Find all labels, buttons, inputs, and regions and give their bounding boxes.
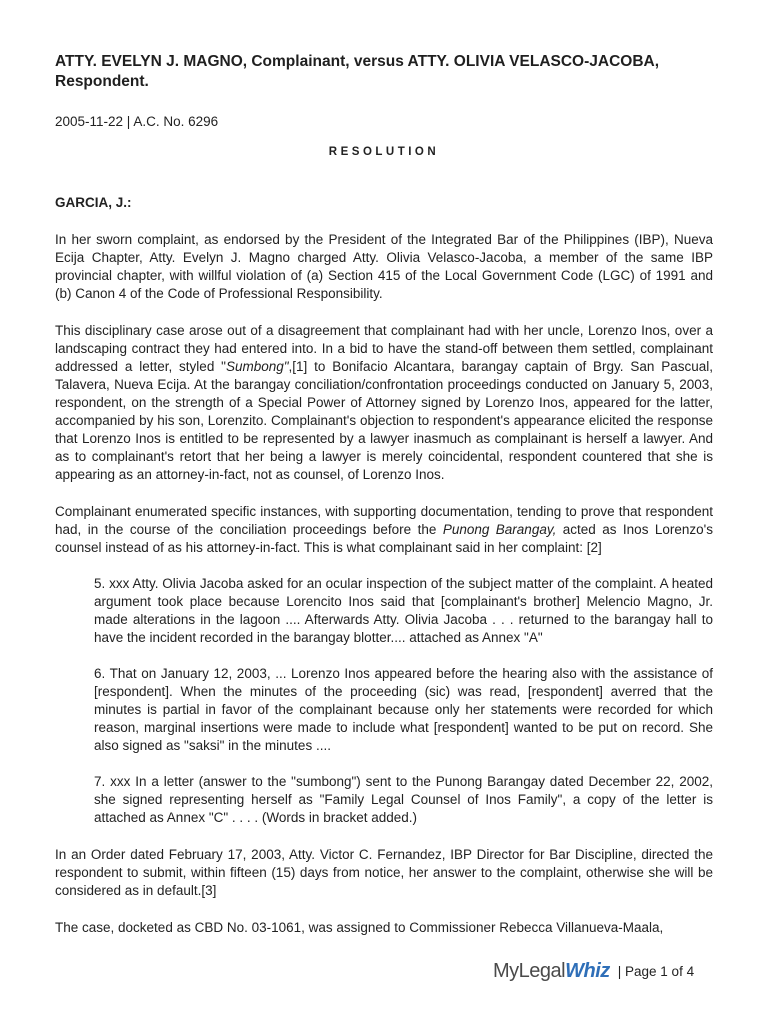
paragraph-2-italic: Sumbong"	[225, 359, 289, 374]
page-number: | Page 1 of 4	[617, 964, 695, 979]
resolution-heading: RESOLUTION	[328, 146, 440, 158]
document-page	[55, 52, 713, 937]
case-meta: 2005-11-22 | A.C. No. 6296	[55, 114, 219, 129]
quote-item-7: 7. xxx In a letter (answer to the "sumbong") sent to the Punong Barangay dated December 22, 2002, she signed representing herself as "Family Legal Counsel of Inos Family", a copy of the letter is attached as Annex "C" . . . . (Words in bracket added.)	[94, 774, 713, 825]
block-quote	[94, 575, 713, 827]
paragraph-3	[55, 503, 713, 557]
quote-item-5: 5. xxx Atty. Olivia Jacoba asked for an ocular inspection of the subject matter of the complaint. A heated argument took place because Lorencito Inos said that [complainant's brother] Melencio Magno, Jr. made alterations in the lagoon .... Afterwards Atty. Olivia Jacoba . . . returned to the barangay hall to have the incident recorded in the barangay blotter.... attached as Annex "A"	[94, 576, 713, 645]
page-footer	[493, 960, 694, 983]
paragraph-2	[55, 322, 713, 484]
paragraph-1: In her sworn complaint, as endorsed by the President of the Integrated Bar of the Philippines (IBP), Nueva Ecija Chapter, Atty. Evelyn J. Magno charged Atty. Olivia Velasco-Jacoba, a member of the same IBP provincial chapter, with willful violation of (a) Section 415 of the Local Government Code (LGC) of 1991 and (b) Canon 4 of the Code of Professional Responsibility.	[55, 232, 713, 301]
logo-text-whiz: Whiz	[565, 960, 610, 982]
paragraph-3-text-b: acted as Inos Lorenzo's counsel instead of as his attorney-in-fact. This is what complainant said in her complaint: [2]	[55, 522, 713, 555]
paragraph-2-text-a: This disciplinary case arose out of a disagreement that complainant had with her uncle, Lorenzo Inos, over a landscaping contract they had entered into. In a bid to have the stand-off between them settled, complainant addressed a letter, styled "	[55, 323, 713, 374]
paragraph-5: The case, docketed as CBD No. 03-1061, was assigned to Commissioner Rebecca Villanueva-Maala,	[55, 920, 664, 935]
paragraph-3-text-a: Complainant enumerated specific instances, with supporting documentation, tending to prove that respondent had, in the course of the conciliation proceedings before the	[55, 504, 713, 537]
paragraph-3-italic: Punong Barangay,	[442, 522, 557, 537]
quote-item-6: 6. That on January 12, 2003, ... Lorenzo Inos appeared before the hearing also with the assistance of [respondent]. When the minutes of the proceeding (sic) was read, [respondent] averred that the minutes is partial in favor of the complainant because only her statements were recorded for which reason, marginal insertions were made to include what [respondent] wanted to be put on record. She also signed as "saksi" in the minutes ....	[94, 666, 713, 753]
mylegalwhiz-logo[interactable]	[493, 960, 610, 983]
paragraph-4: In an Order dated February 17, 2003, Atty. Victor C. Fernandez, IBP Director for Bar Discipline, directed the respondent to submit, within fifteen (15) days from notice, her answer to the complaint, otherwise she will be considered as in default.[3]	[55, 847, 713, 898]
paragraph-2-text-b: ,[1] to Bonifacio Alcantara, barangay captain of Brgy. San Pascual, Talavera, Nueva Ecija. At the barangay conciliation/confrontation proceedings conducted on January 5, 2003, respondent, on the strength of a Special Power of Attorney signed by Lorenzo Inos, appeared for the latter, accompanied by his son, Lorenzito. Complainant's objection to respondent's appearance elicited the response that Lorenzo Inos is entitled to be represented by a lawyer inasmuch as complainant is herself a lawyer. And as to complainant's retort that her being a lawyer is merely coincidental, respondent countered that she is appearing as an attorney-in-fact, not as counsel, of Lorenzo Inos.	[55, 359, 713, 482]
ponente: GARCIA, J.:	[55, 195, 132, 210]
logo-text-my: MyLegal	[493, 960, 566, 982]
case-title: ATTY. EVELYN J. MAGNO, Complainant, versus ATTY. OLIVIA VELASCO-JACOBA, Respondent.	[55, 53, 660, 90]
